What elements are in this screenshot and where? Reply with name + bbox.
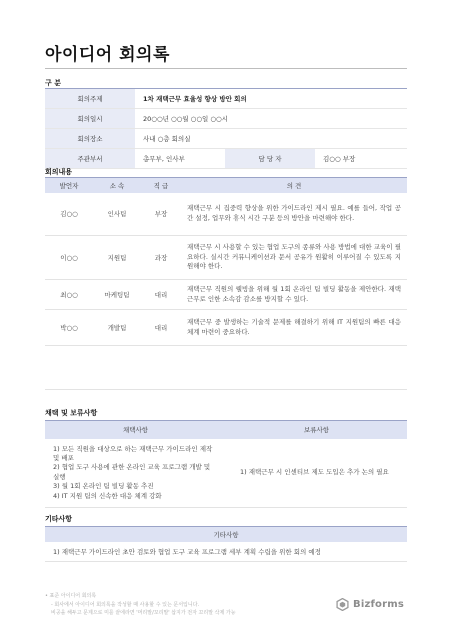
- manager-label: 담 당 자: [225, 149, 315, 169]
- affiliation-cell: 개발팀: [93, 310, 141, 346]
- position-cell: 과장: [141, 236, 181, 280]
- footnote-line: - 회사에서 아이디어 회의록을 작성할 때 사용할 수 있는 문서입니다.: [51, 601, 200, 608]
- etc-table: [45, 526, 407, 562]
- header-affiliation: 소 속: [93, 178, 141, 193]
- position-cell: [141, 346, 181, 390]
- table-row: [45, 310, 407, 346]
- table-row: [45, 193, 407, 236]
- info-row-dept: [45, 149, 407, 169]
- etc-content: 1) 재택근무 가이드라인 초안 검토와 협업 도구 교육 프로그램 세부 계획 수립을 위한 회의 예정: [45, 542, 407, 562]
- opinion-cell: 재택근무 시 사용할 수 있는 협업 도구의 종류와 사용 방법에 대한 교육이 필요하다. 실시간 커뮤니케이션과 문서 공유가 원활히 이루어질 수 있도록 지원해야 한다.: [181, 236, 407, 280]
- speaker-cell: 김○○: [45, 193, 93, 236]
- speaker-cell: 이○○: [45, 236, 93, 280]
- speaker-cell: [45, 346, 93, 390]
- footnote-line: 비공을 해두고 문제으로 미를 끝에라면 '머리말/꼬리말' 삽지가 전자 꼬리말 삭제 가능: [51, 610, 236, 616]
- date-label: 회의일시: [45, 109, 135, 129]
- header-position: 직 급: [141, 178, 181, 193]
- subject-value: 1차 재택근무 효율성 향상 방안 회의: [135, 89, 407, 109]
- info-table: [45, 88, 407, 169]
- adopted-list: [53, 445, 218, 502]
- list-item: 1) 모든 직원을 대상으로 하는 재택근무 가이드라인 제작 및 배포: [53, 444, 213, 462]
- dept-label: 주관부서: [45, 149, 135, 169]
- pending-list: [240, 468, 399, 477]
- brand-name: Bizforms: [353, 599, 404, 610]
- list-item: 2) 협업 도구 사용에 관한 온라인 교육 프로그램 개발 및 실행: [53, 463, 211, 481]
- affiliation-cell: 지원팀: [93, 236, 141, 280]
- section-label-adopt: 채택 및 보류사항: [45, 409, 98, 417]
- brand-logo: [336, 598, 404, 611]
- section-label-etc: 기타사항: [45, 515, 73, 523]
- place-label: 회의장소: [45, 129, 135, 149]
- bizforms-hexagon-icon: [336, 598, 349, 611]
- affiliation-cell: [93, 346, 141, 390]
- table-row: [45, 346, 407, 390]
- opinion-cell: 재택근무 직원의 웰빙을 위해 월 1회 온라인 팀 빌딩 활동을 제안한다. 재택근무로 인한 소속감 감소를 방지할 수 있다.: [181, 280, 407, 310]
- dept-value: 총무부, 인사부: [135, 149, 225, 169]
- etc-content-row: [45, 542, 407, 562]
- date-value: 20○○년 ○○월 ○○일 ○○시: [135, 109, 407, 129]
- etc-header: 기타사항: [45, 527, 407, 542]
- footnote-line: • 표준 아이디어 회의록: [45, 593, 97, 599]
- etc-header-row: [45, 527, 407, 542]
- place-value: 사내 ○층 회의실: [135, 129, 407, 149]
- list-item: 3) 월 1회 온라인 팀 빌딩 활동 추진: [53, 482, 154, 491]
- adopt-content-row: [45, 439, 407, 508]
- opinion-cell: [181, 346, 407, 390]
- header-speaker: 발언자: [45, 178, 93, 193]
- footnote: [45, 592, 236, 618]
- minutes-table: [45, 177, 407, 390]
- info-row-date: [45, 109, 407, 129]
- adopted-cell: [45, 439, 226, 508]
- header-opinion: 의 견: [181, 178, 407, 193]
- table-row: [45, 280, 407, 310]
- pending-header: 보류사항: [226, 421, 407, 439]
- position-cell: 대리: [141, 310, 181, 346]
- document-title: 아이디어 회의록: [45, 45, 170, 65]
- adopted-header: 채택사항: [45, 421, 226, 439]
- section-label-minutes: 회의내용: [45, 168, 73, 176]
- opinion-cell: 재택근무 중 발생하는 기술적 문제를 해결하기 위해 IT 지원팀의 빠른 대응 체계 마련이 중요하다.: [181, 310, 407, 346]
- info-row-subject: [45, 89, 407, 109]
- minutes-header-row: [45, 178, 407, 193]
- list-item: 1) 재택근무 시 인센티브 제도 도입은 추가 논의 필요: [240, 468, 389, 477]
- pending-cell: [226, 439, 407, 508]
- subject-label: 회의주제: [45, 89, 135, 109]
- adopt-header-row: [45, 421, 407, 439]
- info-row-place: [45, 129, 407, 149]
- speaker-cell: 박○○: [45, 310, 93, 346]
- title-rule: [45, 68, 407, 69]
- affiliation-cell: 마케팅팀: [93, 280, 141, 310]
- affiliation-cell: 인사팀: [93, 193, 141, 236]
- list-item: 4) IT 지원 팀의 신속한 대응 체계 강화: [53, 491, 162, 500]
- opinion-cell: 재택근무 시 집중력 향상을 위한 가이드라인 제시 필요. 예를 들어, 작업 공간 설정, 업무와 휴식 시간 구분 등의 방안을 마련해야 한다.: [181, 193, 407, 236]
- manager-value: 김○○ 부장: [315, 149, 407, 169]
- section-label-info: 구 분: [45, 79, 61, 87]
- table-row: [45, 236, 407, 280]
- position-cell: 대리: [141, 280, 181, 310]
- speaker-cell: 최○○: [45, 280, 93, 310]
- position-cell: 부장: [141, 193, 181, 236]
- adopt-table: [45, 420, 407, 508]
